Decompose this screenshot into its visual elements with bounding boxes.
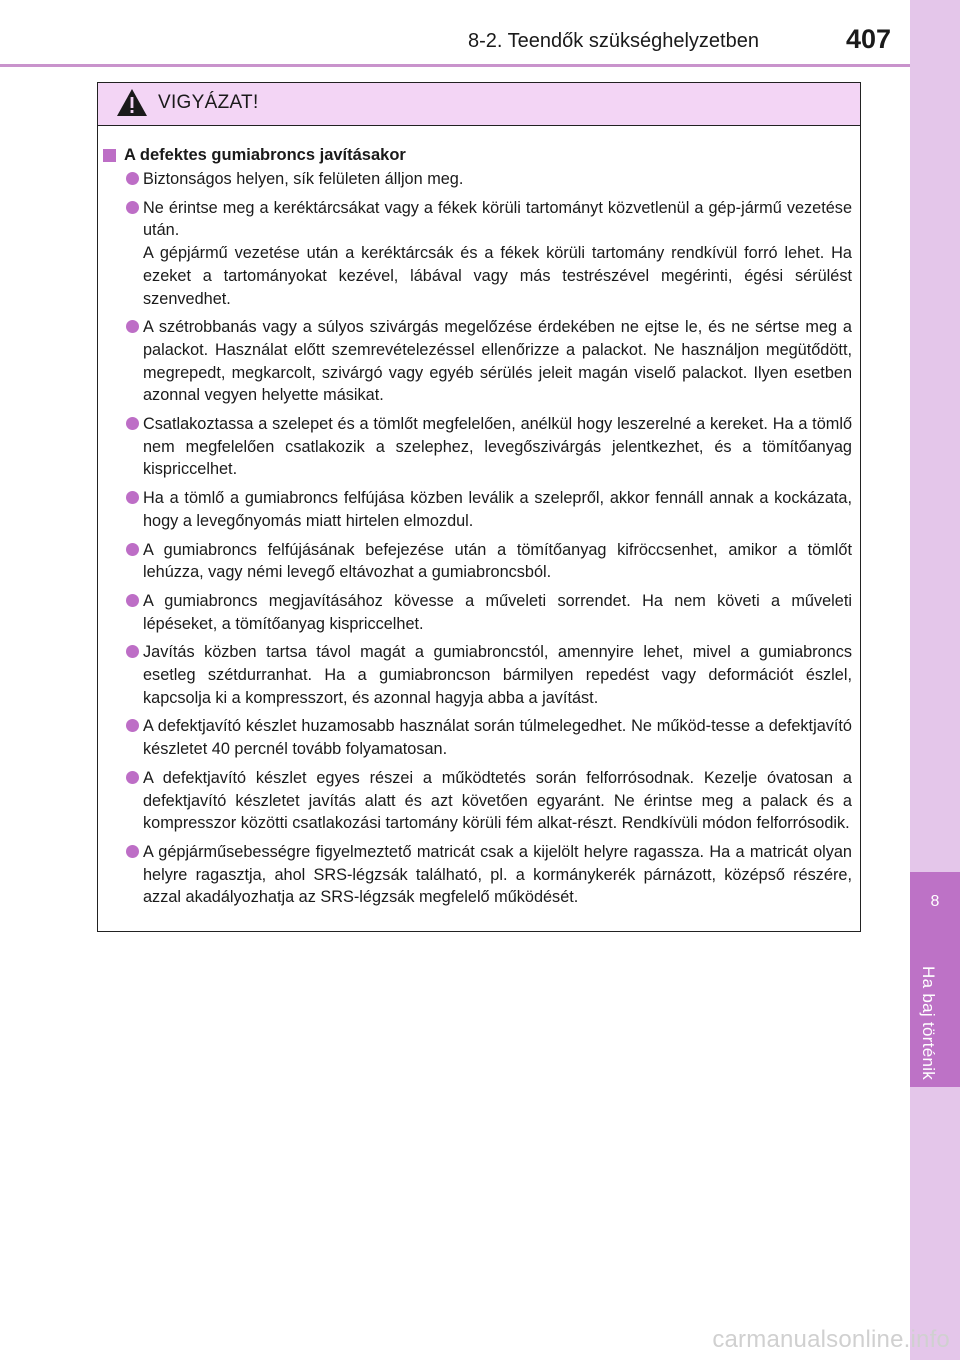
chapter-title: Ha baj történik [919,966,938,1081]
chapter-number: 8 [930,893,940,910]
list-item [103,316,852,407]
bullet-text: A gumiabroncs megjavításához kövesse a műveleti sorrendet. Ha nem követi a műveleti lépéseket, a tömítőanyag kispriccelhet. [143,591,852,633]
warning-content [98,126,860,909]
list-item [103,168,852,191]
bullet-text: Ne érintse meg a keréktárcsákat vagy a fékek körüli tartományt közvetlenül a gép-jármű vezetése után. [143,198,852,240]
page-number: 407 [846,24,892,54]
list-item [103,841,852,909]
warning-header [98,83,860,126]
bullet-text: A gépjármű vezetése után a keréktárcsák és a fékek körüli tartomány rendkívül forró lehet. Ha ezeket a tartományokat kezével, lábával vagy más testrészével megérinti, égési sérülést szenvedhet. [143,244,852,308]
bullet-list [103,168,852,909]
list-item [103,767,852,835]
square-bullet-icon [103,149,116,162]
bullet-text: Javítás közben tartsa távol magát a gumiabroncstól, amennyire lehet, mivel a gumiabroncs esetleg szétdurranhat. Ha a gumiabroncson bármilyen repedést vagy deformációt észlel, kapcsolja ki a kompresszort, és azonnal hagyja abba a javítást. [143,643,852,707]
bullet-text: A gépjárműsebességre figyelmeztető matricát csak a kijelölt helyre ragassza. Ha a matricát olyan helyre ragasztja, ahol SRS-légzsák található, pl. a kormánykerék párnázott, középső részére, azzal akadályozhatja az SRS-légzsák megfelelő működését. [143,842,852,907]
list-item [103,641,852,709]
watermark: carmanualsonline.info [712,1326,950,1353]
bullet-text: Ha a tömlő a gumiabroncs felfújása közben leválik a szelepről, akkor fennáll annak a kockázata, hogy a levegőnyomás miatt hirtelen elmozdul. [143,489,852,530]
bullet-text: A defektjavító készlet egyes részei a működtetés során felforrósodnak. Kezelje óvatosan a defektjavító készletet javítás alatt és azt követően egyaránt. Ne érintse meg a palack és a kompresszor közötti csatlakozási tartomány körüli fém alkat-részt. Rendkívüli módon felforrósodik. [143,768,852,833]
circle-bullet-icon [126,201,139,214]
list-item [103,197,852,311]
circle-bullet-icon [126,417,139,430]
circle-bullet-icon [126,645,139,658]
warning-box [97,82,861,932]
bullet-text: Csatlakoztassa a szelepet és a tömlőt megfelelően, anélkül hogy leszerelné a kereket. Ha a tömlő nem megfelelően csatlakozik a szelephez, levegőszivárgás jelentkezhet, és a tömítőanyag kispriccelhet. [143,415,852,479]
chapter-sidebar [910,0,960,1360]
list-item [103,715,852,760]
circle-bullet-icon [126,719,139,732]
warning-triangle-icon [115,87,149,124]
circle-bullet-icon [126,594,139,607]
topic-heading [103,144,852,166]
circle-bullet-icon [126,845,139,858]
bullet-text: A defektjavító készlet huzamosabb használat során túlmelegedhet. Ne működ-tesse a defektjavító készletet 40 percnél tovább folyamatosan. [143,717,852,759]
circle-bullet-icon [126,543,139,556]
list-item [103,590,852,635]
list-item [103,413,852,481]
header-divider [0,64,910,67]
circle-bullet-icon [126,320,139,333]
warning-title: VIGYÁZAT! [158,92,259,113]
section-title: 8-2. Teendők szükséghelyzetben [468,30,759,52]
circle-bullet-icon [126,491,139,504]
bullet-text: A gumiabroncs felfújásának befejezése után a tömítőanyag kifröccsenhet, amikor a tömlőt lehúzza, vagy némi levegő eltávozhat a gumiabroncsból. [143,540,852,582]
bullet-text: Biztonságos helyen, sík felületen álljon meg. [143,170,464,188]
circle-bullet-icon [126,172,139,185]
bullet-text: A szétrobbanás vagy a súlyos szivárgás megelőzése érdekében ne ejtse le, és ne sértse meg a palackot. Használat előtt szemrevételezéssel ellenőrizze a palackot. Ne használjon megütődött, megrepedt, megkarcolt, szivárgó vagy egyéb sérülés jeleit magán viselő palackot. Ilyen esetben azonnal vegyen helyette másikat. [143,318,852,405]
topic-title: A defektes gumiabroncs javításakor [124,146,406,164]
list-item [103,539,852,584]
list-item [103,487,852,532]
circle-bullet-icon [126,771,139,784]
